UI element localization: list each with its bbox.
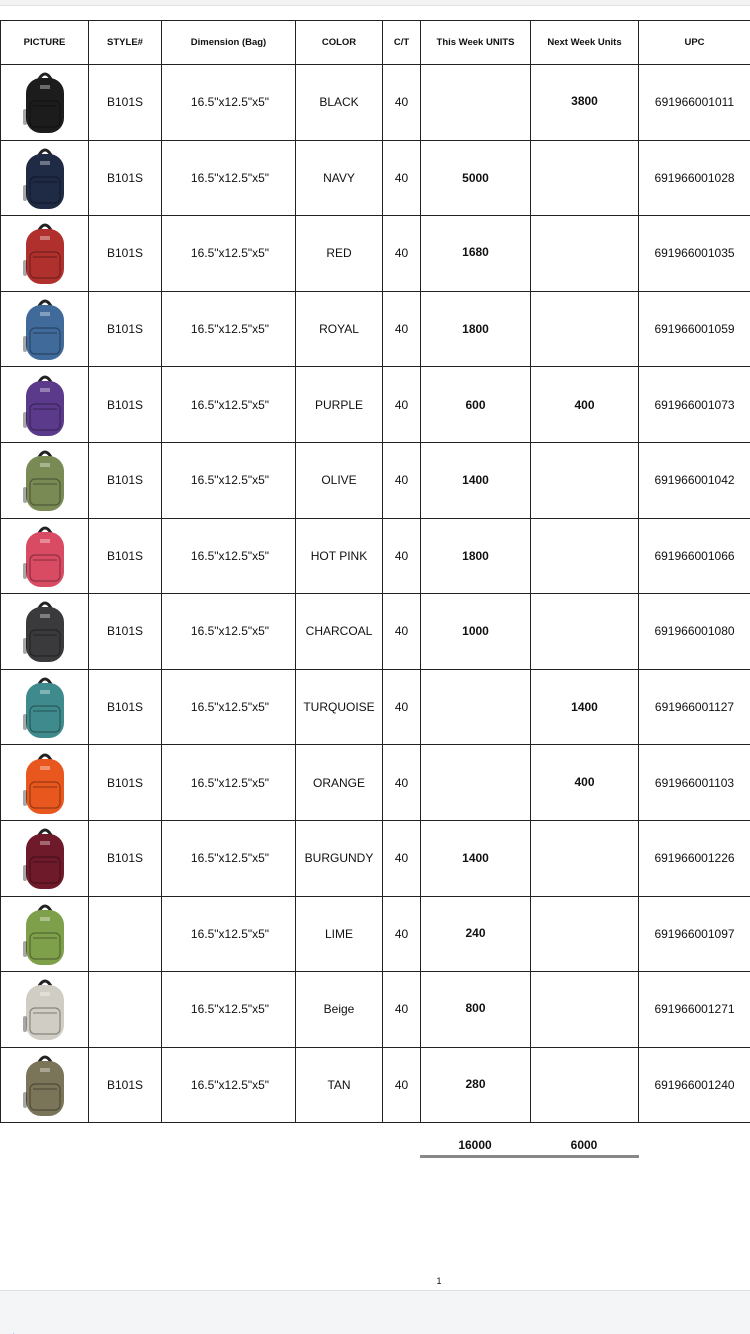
next-week-units-cell bbox=[531, 594, 639, 670]
total-next-week: 6000 bbox=[570, 1138, 598, 1152]
backpack-picture bbox=[1, 367, 89, 443]
backpack-icon bbox=[20, 825, 70, 891]
table-row bbox=[1, 216, 750, 292]
upc-cell: 691966001042 bbox=[639, 442, 750, 518]
color-cell: TAN bbox=[296, 1047, 383, 1123]
upc-cell: 691966001080 bbox=[639, 594, 750, 670]
color-cell: ORANGE bbox=[296, 745, 383, 821]
ct-cell: 40 bbox=[383, 442, 421, 518]
totals-row bbox=[0, 1138, 750, 1162]
backpack-icon bbox=[20, 69, 70, 135]
header-next-week-units: Next Week Units bbox=[531, 21, 639, 65]
table-header-row bbox=[1, 21, 750, 65]
backpack-picture bbox=[1, 65, 89, 141]
backpack-picture bbox=[1, 1047, 89, 1123]
backpack-icon bbox=[20, 523, 70, 589]
dimension-cell: 16.5"x12.5"x5" bbox=[162, 65, 296, 141]
this-week-units-cell bbox=[421, 65, 531, 141]
color-cell: HOT PINK bbox=[296, 518, 383, 594]
ct-cell: 40 bbox=[383, 896, 421, 972]
dimension-cell: 16.5"x12.5"x5" bbox=[162, 140, 296, 216]
browser-top-bar bbox=[0, 0, 750, 6]
backpack-picture bbox=[1, 442, 89, 518]
inventory-table bbox=[0, 20, 750, 1123]
next-week-units-cell bbox=[531, 216, 639, 292]
style-cell: B101S bbox=[89, 594, 162, 670]
color-cell: Beige bbox=[296, 972, 383, 1048]
dimension-cell: 16.5"x12.5"x5" bbox=[162, 442, 296, 518]
page-number: 1 bbox=[436, 1276, 442, 1286]
upc-cell: 691966001226 bbox=[639, 820, 750, 896]
ct-cell: 40 bbox=[383, 745, 421, 821]
ct-cell: 40 bbox=[383, 65, 421, 141]
table-row bbox=[1, 367, 750, 443]
header-picture: PICTURE bbox=[1, 21, 89, 65]
this-week-units-cell: 240 bbox=[421, 896, 531, 972]
this-week-units-cell bbox=[421, 669, 531, 745]
upc-cell: 691966001011 bbox=[639, 65, 750, 141]
style-cell: B101S bbox=[89, 745, 162, 821]
table-row bbox=[1, 65, 750, 141]
this-week-units-cell bbox=[421, 745, 531, 821]
style-cell: B101S bbox=[89, 291, 162, 367]
dimension-cell: 16.5"x12.5"x5" bbox=[162, 745, 296, 821]
upc-cell: 691966001271 bbox=[639, 972, 750, 1048]
ct-cell: 40 bbox=[383, 820, 421, 896]
style-cell: B101S bbox=[89, 1047, 162, 1123]
backpack-picture bbox=[1, 594, 89, 670]
table-row bbox=[1, 140, 750, 216]
this-week-units-cell: 1680 bbox=[421, 216, 531, 292]
upc-cell: 691966001028 bbox=[639, 140, 750, 216]
next-week-units-cell bbox=[531, 972, 639, 1048]
backpack-icon bbox=[20, 372, 70, 438]
style-cell: B101S bbox=[89, 140, 162, 216]
upc-cell: 691966001059 bbox=[639, 291, 750, 367]
ct-cell: 40 bbox=[383, 1047, 421, 1123]
backpack-picture bbox=[1, 745, 89, 821]
total-this-week: 16000 bbox=[458, 1138, 492, 1152]
color-cell: LIME bbox=[296, 896, 383, 972]
backpack-icon bbox=[20, 220, 70, 286]
upc-cell: 691966001240 bbox=[639, 1047, 750, 1123]
color-cell: OLIVE bbox=[296, 442, 383, 518]
backpack-icon bbox=[20, 145, 70, 211]
backpack-icon bbox=[20, 598, 70, 664]
backpack-icon bbox=[20, 1052, 70, 1118]
next-week-units-cell bbox=[531, 896, 639, 972]
style-cell: B101S bbox=[89, 367, 162, 443]
color-cell: CHARCOAL bbox=[296, 594, 383, 670]
next-week-units-cell: 400 bbox=[531, 745, 639, 821]
dimension-cell: 16.5"x12.5"x5" bbox=[162, 291, 296, 367]
upc-cell: 691966001066 bbox=[639, 518, 750, 594]
color-cell: RED bbox=[296, 216, 383, 292]
backpack-picture bbox=[1, 896, 89, 972]
header-dimension: Dimension (Bag) bbox=[162, 21, 296, 65]
upc-cell: 691966001127 bbox=[639, 669, 750, 745]
next-week-units-cell bbox=[531, 291, 639, 367]
this-week-units-cell: 800 bbox=[421, 972, 531, 1048]
color-cell: BURGUNDY bbox=[296, 820, 383, 896]
next-week-units-cell bbox=[531, 442, 639, 518]
ct-cell: 40 bbox=[383, 594, 421, 670]
ct-cell: 40 bbox=[383, 291, 421, 367]
style-cell bbox=[89, 896, 162, 972]
next-week-units-cell bbox=[531, 518, 639, 594]
color-cell: PURPLE bbox=[296, 367, 383, 443]
style-cell: B101S bbox=[89, 518, 162, 594]
upc-cell: 691966001097 bbox=[639, 896, 750, 972]
header-this-week-units: This Week UNITS bbox=[421, 21, 531, 65]
backpack-picture bbox=[1, 972, 89, 1048]
upc-cell: 691966001035 bbox=[639, 216, 750, 292]
this-week-units-cell: 1800 bbox=[421, 518, 531, 594]
next-week-units-cell: 400 bbox=[531, 367, 639, 443]
backpack-icon bbox=[20, 296, 70, 362]
ct-cell: 40 bbox=[383, 140, 421, 216]
dimension-cell: 16.5"x12.5"x5" bbox=[162, 518, 296, 594]
ct-cell: 40 bbox=[383, 518, 421, 594]
backpack-icon bbox=[20, 447, 70, 513]
table-row bbox=[1, 820, 750, 896]
style-cell: B101S bbox=[89, 820, 162, 896]
upc-cell: 691966001103 bbox=[639, 745, 750, 821]
this-week-units-cell: 1000 bbox=[421, 594, 531, 670]
style-cell: B101S bbox=[89, 442, 162, 518]
style-cell bbox=[89, 972, 162, 1048]
table-row bbox=[1, 518, 750, 594]
dimension-cell: 16.5"x12.5"x5" bbox=[162, 594, 296, 670]
color-cell: NAVY bbox=[296, 140, 383, 216]
next-week-units-cell: 3800 bbox=[531, 65, 639, 141]
color-cell: BLACK bbox=[296, 65, 383, 141]
backpack-picture bbox=[1, 669, 89, 745]
dimension-cell: 16.5"x12.5"x5" bbox=[162, 669, 296, 745]
ct-cell: 40 bbox=[383, 367, 421, 443]
inventory-sheet bbox=[0, 20, 750, 1123]
header-color: COLOR bbox=[296, 21, 383, 65]
this-week-units-cell: 1400 bbox=[421, 442, 531, 518]
dimension-cell: 16.5"x12.5"x5" bbox=[162, 820, 296, 896]
this-week-units-cell: 5000 bbox=[421, 140, 531, 216]
backpack-icon bbox=[20, 976, 70, 1042]
ct-cell: 40 bbox=[383, 972, 421, 1048]
ct-cell: 40 bbox=[383, 216, 421, 292]
style-cell: B101S bbox=[89, 216, 162, 292]
dimension-cell: 16.5"x12.5"x5" bbox=[162, 216, 296, 292]
table-row bbox=[1, 669, 750, 745]
backpack-icon bbox=[20, 674, 70, 740]
totals-underline bbox=[420, 1155, 639, 1158]
backpack-picture bbox=[1, 291, 89, 367]
backpack-picture bbox=[1, 216, 89, 292]
style-cell: B101S bbox=[89, 669, 162, 745]
table-row bbox=[1, 442, 750, 518]
dimension-cell: 16.5"x12.5"x5" bbox=[162, 896, 296, 972]
color-cell: ROYAL bbox=[296, 291, 383, 367]
color-cell: TURQUOISE bbox=[296, 669, 383, 745]
dimension-cell: 16.5"x12.5"x5" bbox=[162, 1047, 296, 1123]
table-row bbox=[1, 291, 750, 367]
header-ct: C/T bbox=[383, 21, 421, 65]
backpack-icon bbox=[20, 901, 70, 967]
this-week-units-cell: 1800 bbox=[421, 291, 531, 367]
this-week-units-cell: 280 bbox=[421, 1047, 531, 1123]
table-row bbox=[1, 896, 750, 972]
this-week-units-cell: 600 bbox=[421, 367, 531, 443]
ct-cell: 40 bbox=[383, 669, 421, 745]
browser-bottom-bar bbox=[0, 1290, 750, 1334]
dimension-cell: 16.5"x12.5"x5" bbox=[162, 972, 296, 1048]
backpack-picture bbox=[1, 140, 89, 216]
header-upc: UPC bbox=[639, 21, 750, 65]
backpack-picture bbox=[1, 518, 89, 594]
header-style: STYLE# bbox=[89, 21, 162, 65]
this-week-units-cell: 1400 bbox=[421, 820, 531, 896]
table-row bbox=[1, 1047, 750, 1123]
dimension-cell: 16.5"x12.5"x5" bbox=[162, 367, 296, 443]
table-row bbox=[1, 594, 750, 670]
next-week-units-cell bbox=[531, 1047, 639, 1123]
style-cell: B101S bbox=[89, 65, 162, 141]
backpack-icon bbox=[20, 750, 70, 816]
upc-cell: 691966001073 bbox=[639, 367, 750, 443]
table-row bbox=[1, 745, 750, 821]
next-week-units-cell bbox=[531, 820, 639, 896]
table-row bbox=[1, 972, 750, 1048]
next-week-units-cell: 1400 bbox=[531, 669, 639, 745]
next-week-units-cell bbox=[531, 140, 639, 216]
backpack-picture bbox=[1, 820, 89, 896]
